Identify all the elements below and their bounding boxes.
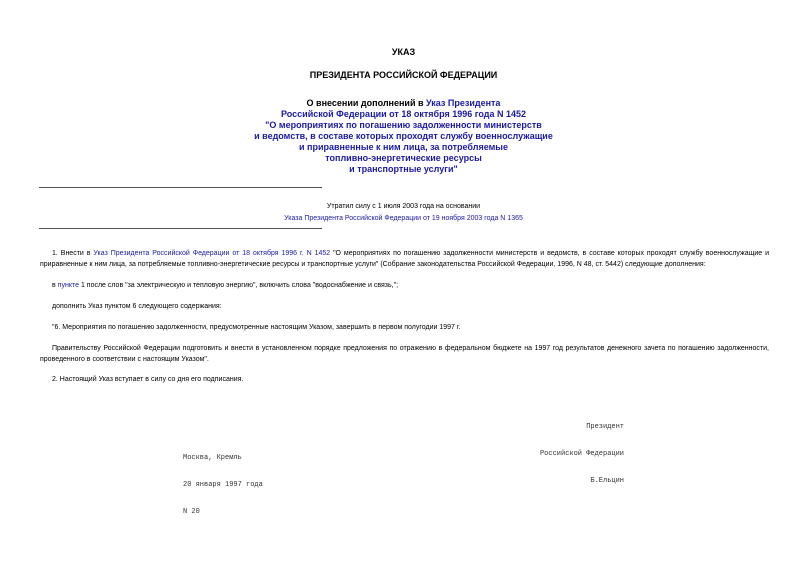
p2-clause-link[interactable]: пункте <box>57 282 79 289</box>
p4-text: "6. Мероприятия по погашению задолженности, предусмотренные настоящим Указом, завершить в первом полугодии 1997 г. <box>52 324 461 331</box>
p1-text-end: "О мероприятиях по погашению задолженности министерств и ведомств, в составе которых проходят службу военнослужащие и приравненные к ним лица, за потребляемые топливно-энергетические ресурсы и транспортные услуги" (Собрание законодательства Российской Федерации, 1996, N 48, ст. 5442) следующие дополнения: <box>40 250 769 268</box>
title-link-line-6[interactable]: топливно-энергетические ресурсы <box>325 153 482 163</box>
repeal-note <box>0 201 807 225</box>
title-link-line-2[interactable]: Российской Федерации от 18 октября 1996 года N 1452 <box>281 109 526 119</box>
paragraph-5 <box>40 343 769 365</box>
date-line: 20 января 1997 года <box>183 481 263 489</box>
paragraph-3 <box>40 301 769 312</box>
signature-title: Президент <box>586 423 624 431</box>
title-link-line-7[interactable]: и транспортные услуги" <box>349 164 458 174</box>
signature-name: Б.Ельцин <box>590 477 624 485</box>
repeal-note-link[interactable]: Указа Президента Российской Федерации от 19 ноября 2003 года N 1365 <box>284 215 523 222</box>
signature-block <box>520 405 624 504</box>
p5-text: Правительству Российской Федерации подготовить и внести в установленном порядке предложения по отражению в федеральном бюджете на 1997 год результатов денежного зачета по погашению задолженности, проведенного в соответствии с настоящим Указом". <box>40 345 769 363</box>
p2-text-start: в <box>52 282 58 289</box>
document-title <box>0 98 807 175</box>
title-link-line-3[interactable]: "О мероприятиях по погашению задолженности министерств <box>265 120 542 130</box>
signature-country: Российской Федерации <box>539 450 624 458</box>
issuer-heading: ПРЕЗИДЕНТА РОССИЙСКОЙ ФЕДЕРАЦИИ <box>309 70 498 80</box>
divider-bottom <box>39 228 322 229</box>
p3-text: дополнить Указ пунктом 6 следующего содержания: <box>52 303 222 310</box>
number-line: N 20 <box>183 508 200 516</box>
doc-type-heading: УКАЗ <box>391 47 416 57</box>
paragraph-6 <box>40 374 769 385</box>
repeal-note-line-1: Утратил силу с 1 июля 2003 года на основании <box>326 203 481 210</box>
title-link-line-5[interactable]: и приравненные к ним лица, за потребляемые <box>299 142 508 152</box>
p1-text-start: 1. Внести в <box>52 250 94 257</box>
paragraph-4 <box>40 322 769 333</box>
title-link-line-1[interactable]: Указ Президента <box>426 98 501 108</box>
paragraph-1 <box>40 248 769 270</box>
divider-top <box>39 187 322 188</box>
p2-text-end: 1 после слов "за электрическую и тепловую энергию", включить слова "водоснабжение и связь,"; <box>79 282 399 289</box>
title-prefix: О внесении дополнений в <box>306 98 427 108</box>
place-line: Москва, Кремль <box>183 454 242 462</box>
paragraph-2 <box>40 280 769 291</box>
p6-text: 2. Настоящий Указ вступает в силу со дня его подписания. <box>52 376 244 383</box>
place-date-block <box>183 436 263 535</box>
p1-decree-link[interactable]: Указ Президента Российской Федерации от 18 октября 1996 г. N 1452 <box>93 250 331 257</box>
title-link-line-4[interactable]: и ведомств, в составе которых проходят службу военнослужащие <box>254 131 553 141</box>
